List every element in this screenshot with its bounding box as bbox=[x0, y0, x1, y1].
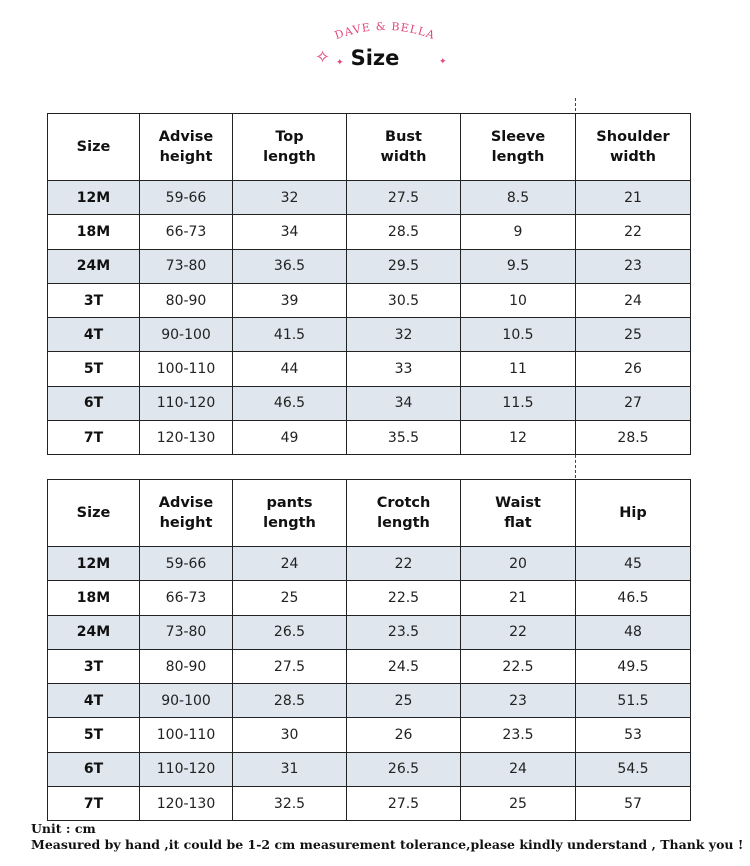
table-cell: 27.5 bbox=[347, 181, 461, 215]
table-row bbox=[48, 581, 691, 615]
table-cell: 24 bbox=[233, 547, 347, 581]
table-cell: 25 bbox=[461, 787, 576, 821]
table-cell: 20 bbox=[461, 547, 576, 581]
table-header-row bbox=[48, 114, 691, 181]
size-cell: 12M bbox=[48, 547, 140, 581]
table-cell: 22.5 bbox=[461, 649, 576, 683]
top-size-table bbox=[47, 113, 691, 455]
sparkle-icon: ✧ bbox=[315, 47, 331, 68]
table-cell: 80-90 bbox=[140, 283, 233, 317]
table-cell: 11 bbox=[461, 352, 576, 386]
table-cell: 66-73 bbox=[140, 215, 233, 249]
table-cell: 32 bbox=[233, 181, 347, 215]
size-cell: 18M bbox=[48, 581, 140, 615]
table-cell: 51.5 bbox=[576, 684, 691, 718]
column-header: Shoulder width bbox=[576, 114, 691, 181]
table-cell: 66-73 bbox=[140, 581, 233, 615]
table-cell: 28.5 bbox=[233, 684, 347, 718]
size-cell: 6T bbox=[48, 752, 140, 786]
table-cell: 25 bbox=[347, 684, 461, 718]
size-cell: 5T bbox=[48, 352, 140, 386]
size-cell: 12M bbox=[48, 181, 140, 215]
size-cell: 7T bbox=[48, 787, 140, 821]
unit-note: Unit : cm bbox=[31, 821, 96, 836]
table-cell: 90-100 bbox=[140, 318, 233, 352]
page-title: Size bbox=[350, 46, 400, 70]
size-cell: 24M bbox=[48, 249, 140, 283]
table-row bbox=[48, 352, 691, 386]
table-cell: 26 bbox=[347, 718, 461, 752]
column-header: Bust width bbox=[347, 114, 461, 181]
table-cell: 26 bbox=[576, 352, 691, 386]
size-cell: 3T bbox=[48, 649, 140, 683]
table-row bbox=[48, 283, 691, 317]
table-cell: 10.5 bbox=[461, 318, 576, 352]
table-cell: 26.5 bbox=[233, 615, 347, 649]
table-cell: 53 bbox=[576, 718, 691, 752]
table-cell: 57 bbox=[576, 787, 691, 821]
brand-logo-text: DAVE & BELLA bbox=[333, 19, 437, 43]
table-cell: 23.5 bbox=[461, 718, 576, 752]
table-cell: 73-80 bbox=[140, 249, 233, 283]
table-cell: 9 bbox=[461, 215, 576, 249]
column-header: Advise height bbox=[140, 480, 233, 547]
column-header: Sleeve length bbox=[461, 114, 576, 181]
size-cell: 18M bbox=[48, 215, 140, 249]
table-row bbox=[48, 547, 691, 581]
column-header: Hip bbox=[576, 480, 691, 547]
table-cell: 21 bbox=[461, 581, 576, 615]
table-row bbox=[48, 421, 691, 455]
table-cell: 35.5 bbox=[347, 421, 461, 455]
table-cell: 8.5 bbox=[461, 181, 576, 215]
table-cell: 28.5 bbox=[576, 421, 691, 455]
measurement-note: Measured by hand ,it could be 1-2 cm measurement tolerance,please kindly understand , Thank you ! bbox=[31, 837, 744, 852]
table-cell: 28.5 bbox=[347, 215, 461, 249]
table-cell: 27.5 bbox=[347, 787, 461, 821]
column-header: Advise height bbox=[140, 114, 233, 181]
bottom-size-table bbox=[47, 479, 691, 821]
table-row bbox=[48, 386, 691, 420]
table-cell: 30.5 bbox=[347, 283, 461, 317]
table-cell: 46.5 bbox=[576, 581, 691, 615]
table-cell: 44 bbox=[233, 352, 347, 386]
table-cell: 26.5 bbox=[347, 752, 461, 786]
table-cell: 25 bbox=[233, 581, 347, 615]
table-row bbox=[48, 684, 691, 718]
table-cell: 23.5 bbox=[347, 615, 461, 649]
column-header: Size bbox=[48, 114, 140, 181]
size-cell: 3T bbox=[48, 283, 140, 317]
table-row bbox=[48, 787, 691, 821]
table-row bbox=[48, 752, 691, 786]
size-cell: 4T bbox=[48, 684, 140, 718]
table-row bbox=[48, 215, 691, 249]
size-cell: 5T bbox=[48, 718, 140, 752]
table-cell: 90-100 bbox=[140, 684, 233, 718]
table-cell: 32.5 bbox=[233, 787, 347, 821]
brand-logo bbox=[0, 0, 750, 90]
table-cell: 34 bbox=[233, 215, 347, 249]
table-cell: 46.5 bbox=[233, 386, 347, 420]
table-cell: 24 bbox=[576, 283, 691, 317]
table-cell: 120-130 bbox=[140, 787, 233, 821]
table-cell: 29.5 bbox=[347, 249, 461, 283]
table-cell: 23 bbox=[576, 249, 691, 283]
table-cell: 24.5 bbox=[347, 649, 461, 683]
table-cell: 59-66 bbox=[140, 547, 233, 581]
table-header-row bbox=[48, 480, 691, 547]
column-header: Waist flat bbox=[461, 480, 576, 547]
size-cell: 6T bbox=[48, 386, 140, 420]
table-cell: 27 bbox=[576, 386, 691, 420]
brand-header bbox=[0, 0, 750, 90]
table-cell: 32 bbox=[347, 318, 461, 352]
table-row bbox=[48, 649, 691, 683]
table-cell: 33 bbox=[347, 352, 461, 386]
table-cell: 41.5 bbox=[233, 318, 347, 352]
table-cell: 36.5 bbox=[233, 249, 347, 283]
table-cell: 22 bbox=[347, 547, 461, 581]
table-cell: 27.5 bbox=[233, 649, 347, 683]
table-cell: 100-110 bbox=[140, 352, 233, 386]
table-cell: 23 bbox=[461, 684, 576, 718]
table-cell: 73-80 bbox=[140, 615, 233, 649]
column-header: Crotch length bbox=[347, 480, 461, 547]
table-cell: 120-130 bbox=[140, 421, 233, 455]
table-cell: 45 bbox=[576, 547, 691, 581]
table-cell: 24 bbox=[461, 752, 576, 786]
table-row bbox=[48, 318, 691, 352]
table-cell: 11.5 bbox=[461, 386, 576, 420]
table-cell: 31 bbox=[233, 752, 347, 786]
table-row bbox=[48, 249, 691, 283]
table-cell: 22.5 bbox=[347, 581, 461, 615]
size-cell: 24M bbox=[48, 615, 140, 649]
table-cell: 110-120 bbox=[140, 386, 233, 420]
table-cell: 59-66 bbox=[140, 181, 233, 215]
size-cell: 7T bbox=[48, 421, 140, 455]
table-cell: 39 bbox=[233, 283, 347, 317]
table-cell: 110-120 bbox=[140, 752, 233, 786]
sparkle-small-icon: ✦ bbox=[439, 57, 447, 67]
table-cell: 100-110 bbox=[140, 718, 233, 752]
table-cell: 30 bbox=[233, 718, 347, 752]
table-row bbox=[48, 615, 691, 649]
sparkle-small-icon: ✦ bbox=[336, 58, 344, 68]
table-cell: 9.5 bbox=[461, 249, 576, 283]
table-cell: 22 bbox=[461, 615, 576, 649]
table-cell: 34 bbox=[347, 386, 461, 420]
table-cell: 49 bbox=[233, 421, 347, 455]
table-cell: 48 bbox=[576, 615, 691, 649]
column-header: Top length bbox=[233, 114, 347, 181]
table-cell: 54.5 bbox=[576, 752, 691, 786]
table-cell: 80-90 bbox=[140, 649, 233, 683]
table-row bbox=[48, 718, 691, 752]
table-cell: 25 bbox=[576, 318, 691, 352]
column-header: pants length bbox=[233, 480, 347, 547]
table-cell: 12 bbox=[461, 421, 576, 455]
table-cell: 10 bbox=[461, 283, 576, 317]
size-cell: 4T bbox=[48, 318, 140, 352]
table-cell: 22 bbox=[576, 215, 691, 249]
table-row bbox=[48, 181, 691, 215]
table-cell: 49.5 bbox=[576, 649, 691, 683]
column-header: Size bbox=[48, 480, 140, 547]
table-cell: 21 bbox=[576, 181, 691, 215]
